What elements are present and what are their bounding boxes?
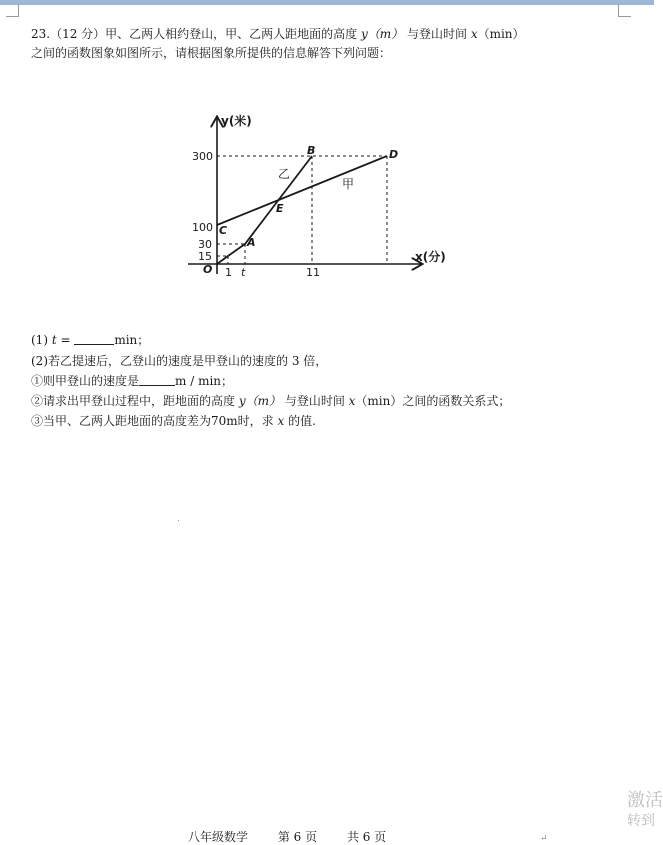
origin-label: O (203, 263, 213, 276)
question-number: 23.（12 分） (31, 27, 106, 41)
x-tick-t: t (241, 266, 246, 279)
dashed-guides (217, 156, 387, 264)
point-label-e: E (276, 202, 284, 215)
subquestion-2-1: ①则甲登山的速度是 m / min； (31, 374, 234, 388)
y-axis-label: y(米) (221, 114, 252, 128)
answer-blank (74, 332, 114, 345)
y-tick-100: 100 (192, 221, 213, 234)
footer-page-total: 共 6 页 (346, 830, 387, 844)
line-label-jia: 甲 (342, 177, 355, 191)
series-line-jia (217, 156, 387, 225)
series-line-yi (217, 156, 312, 264)
paragraph-mark: ↵ (540, 834, 548, 844)
activation-watermark-line1: 激活 (627, 790, 663, 811)
page-corner-mark (618, 4, 631, 17)
y-tick-300: 300 (192, 150, 213, 163)
stray-mark (178, 520, 179, 521)
function-graph (170, 108, 470, 283)
x-axis-label: x(分) (415, 250, 446, 264)
subquestion-2-2: ②请求出甲登山过程中，距地面的高度 y（m） 与登山时间 x（min）之间的函数关系式； (31, 394, 511, 408)
activation-watermark-line2: 转到 (627, 813, 655, 829)
window-top-bar (0, 0, 654, 5)
footer-grade-subject: 八年级数学 (188, 830, 249, 844)
subquestion-1: (1) t = min； (31, 333, 150, 347)
point-label-b: B (307, 144, 316, 157)
y-tick-30: 30 (198, 238, 212, 251)
point-label-a: A (247, 236, 256, 249)
answer-blank (139, 373, 175, 386)
question-stem-line1: 23.（12 分）甲、乙两人相约登山，甲、乙两人距地面的高度 y（m） 与登山时间 x（min） (31, 27, 525, 41)
y-tick-15: 15 (198, 250, 212, 263)
page-footer (188, 828, 412, 845)
subquestion-2-3: ③当甲、乙两人距地面的高度差为70m时，求 x 的值. (31, 414, 316, 428)
point-label-c: C (219, 224, 228, 237)
footer-page-number: 第 6 页 (277, 830, 318, 844)
point-label-d: D (389, 148, 399, 161)
question-stem-line2: 之间的函数图象如图所示，请根据图象所提供的信息解答下列问题： (31, 46, 392, 60)
x-tick-1: 1 (225, 266, 232, 279)
page-corner-mark (6, 4, 19, 17)
subquestion-2: (2)若乙提速后，乙登山的速度是甲登山的速度的 3 倍， (31, 354, 328, 368)
x-tick-11: 11 (306, 266, 320, 279)
line-label-yi: 乙 (278, 167, 291, 181)
